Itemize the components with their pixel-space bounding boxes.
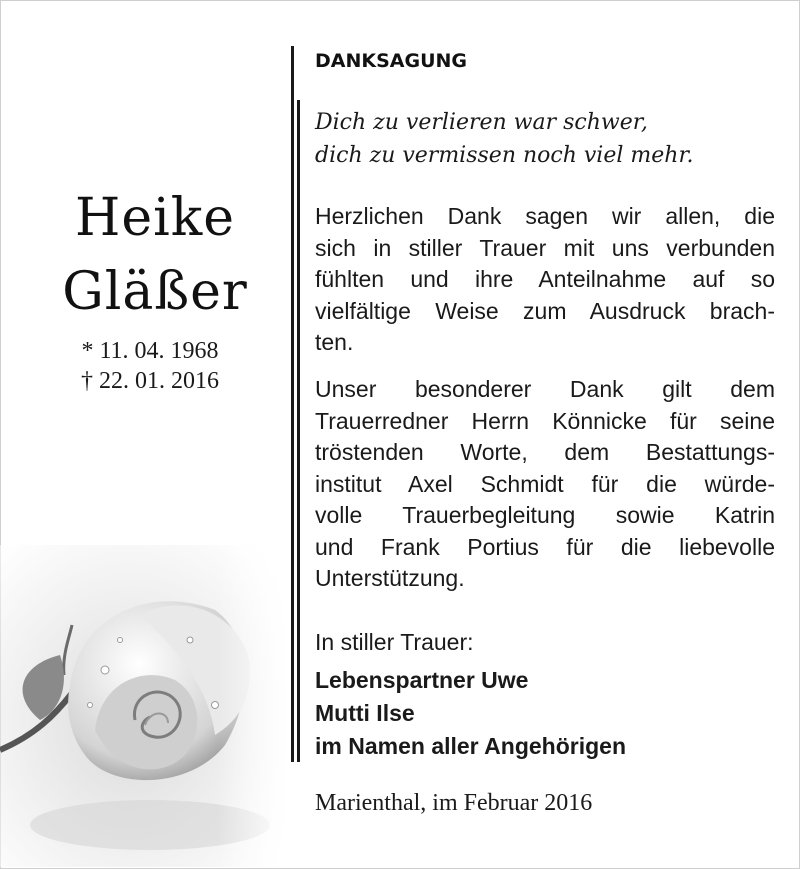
paragraph-line: tröstenden Worte, dem Bestattungs- — [315, 439, 775, 465]
place-date: Marienthal, im Februar 2016 — [315, 790, 593, 816]
vertical-divider-inner — [297, 100, 300, 762]
signature-name: Mutti Ilse — [315, 700, 415, 726]
rose-image — [0, 545, 290, 867]
birth-date: * 11. 04. 1968 — [81, 338, 219, 364]
paragraph-line: vielfältige Weise zum Ausdruck brach- — [315, 297, 775, 324]
signature-name: Lebenspartner Uwe — [315, 667, 529, 693]
paragraph-line: institut Axel Schmidt für die würde- — [315, 470, 775, 497]
signature-intro: In stiller Trauer: — [315, 629, 474, 655]
deceased-last-name: Gläßer — [62, 262, 248, 322]
paragraph-line: volle Trauerbegleitung sowie Katrin — [315, 502, 775, 528]
paragraph-line: und Frank Portius für die liebevolle — [315, 533, 775, 560]
paragraph-line: Herzlichen Dank sagen wir allen, die — [315, 203, 775, 229]
quote-line: dich zu vermissen noch viel mehr. — [315, 143, 694, 168]
signature-name: im Namen aller Angehörigen — [315, 733, 626, 759]
paragraph-line: ten. — [315, 329, 354, 355]
deceased-first-name: Heike — [74, 188, 236, 248]
thanks-paragraph — [315, 201, 775, 359]
vertical-divider-outer — [291, 46, 294, 762]
paragraph-line: Unterstützung. — [315, 565, 465, 591]
white-rose-icon — [0, 545, 290, 867]
paragraph-line: Trauerredner Herrn Könnicke für seine — [315, 407, 775, 434]
special-thanks-paragraph — [315, 374, 775, 595]
paragraph-line: fühlten und ihre Anteilnahme auf so — [315, 266, 775, 292]
quote-line: Dich zu verlieren war schwer, — [315, 110, 648, 135]
death-date: † 22. 01. 2016 — [81, 368, 219, 394]
notice-title: DANKSAGUNG — [315, 50, 468, 72]
paragraph-line: Unser besonderer Dank gilt dem — [315, 376, 775, 402]
paragraph-line: sich in stiller Trauer mit uns verbunden — [315, 234, 775, 261]
